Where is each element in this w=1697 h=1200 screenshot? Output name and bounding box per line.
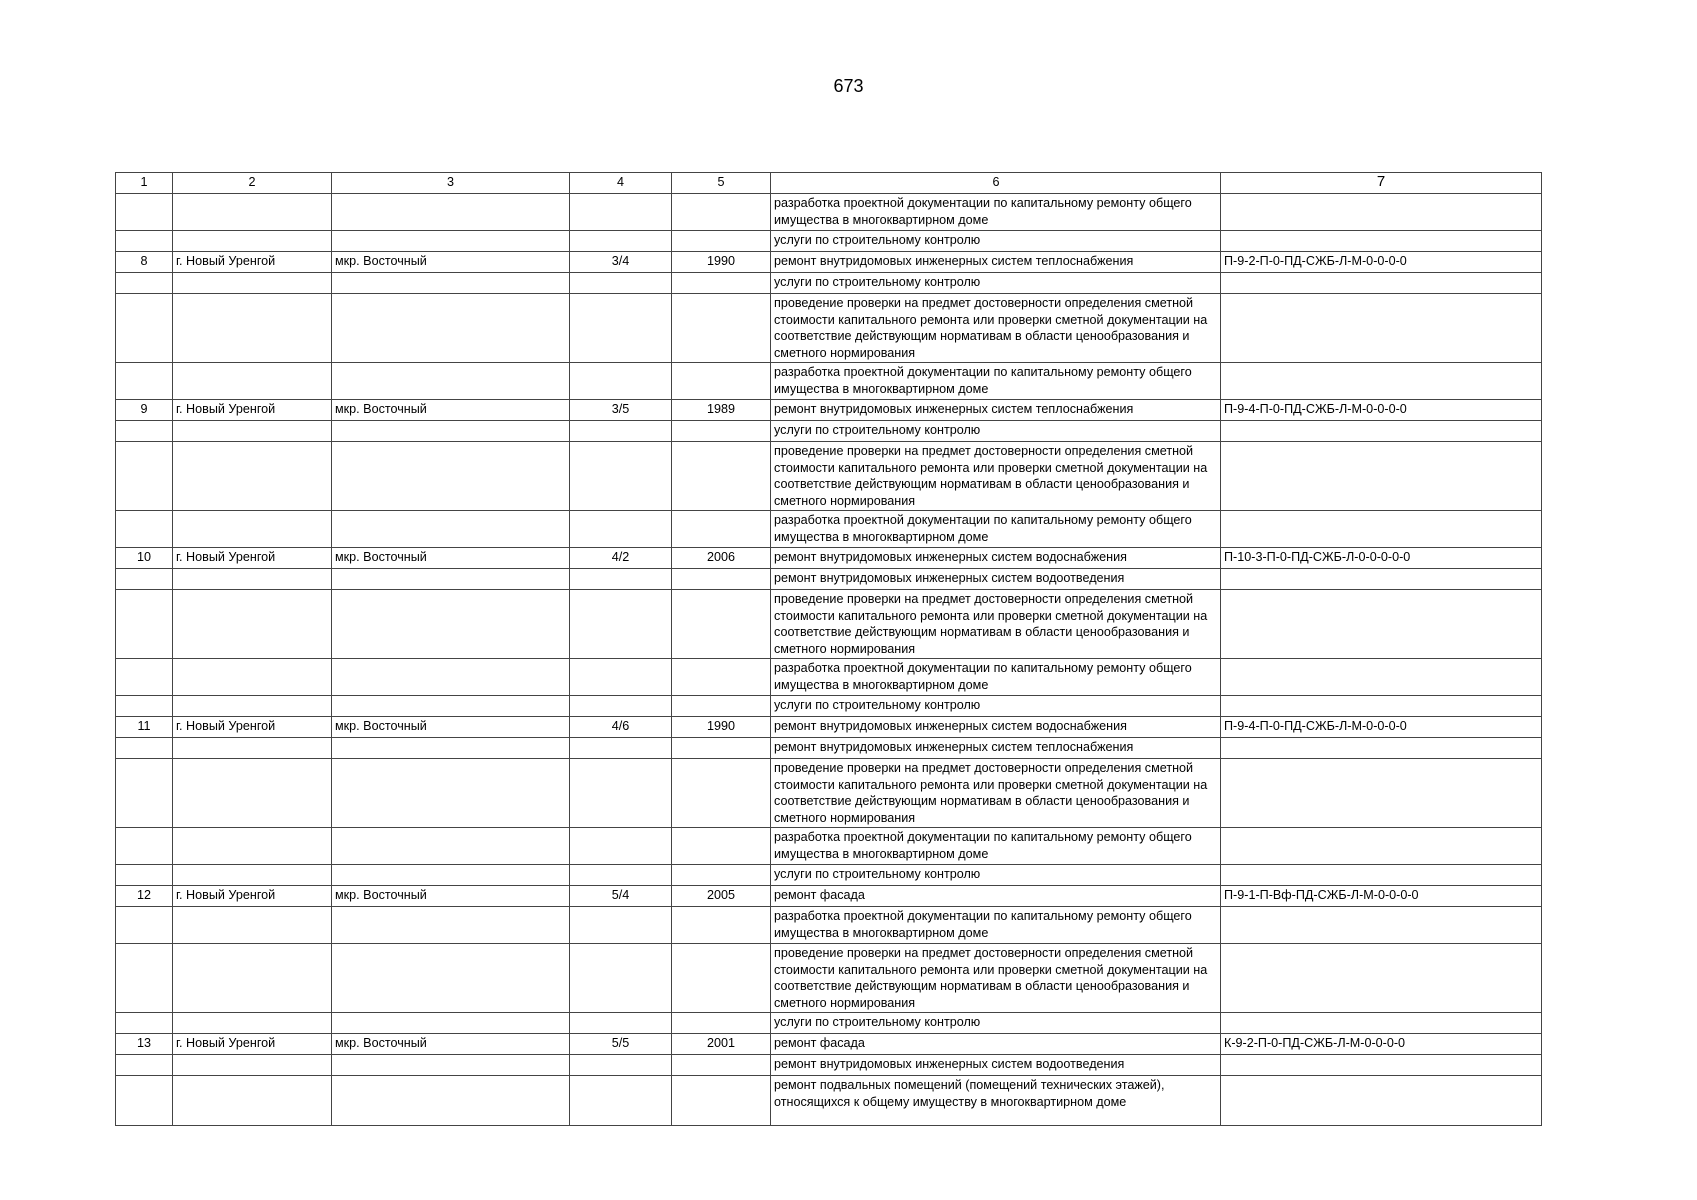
table-row	[116, 828, 1542, 865]
house-number-cell: 5/4	[570, 886, 672, 907]
house-code-cell	[1221, 231, 1542, 252]
house-number-cell	[570, 865, 672, 886]
house-code-cell	[1221, 759, 1542, 828]
city-cell	[173, 294, 332, 363]
page-number: 673	[833, 76, 864, 96]
house-number-cell	[570, 511, 672, 548]
district-cell	[332, 421, 570, 442]
work-type-cell: разработка проектной документации по капитальному ремонту общего имущества в многоквартирном доме	[771, 907, 1221, 944]
house-code-cell	[1221, 907, 1542, 944]
work-type-cell: услуги по строительному контролю	[771, 421, 1221, 442]
work-type-cell: ремонт внутридомовых инженерных систем теплоснабжения	[771, 252, 1221, 273]
work-type-cell: разработка проектной документации по капитальному ремонту общего имущества в многоквартирном доме	[771, 511, 1221, 548]
house-number-cell	[570, 590, 672, 659]
work-type-cell: разработка проектной документации по капитальному ремонту общего имущества в многоквартирном доме	[771, 828, 1221, 865]
row-number-cell: 10	[116, 548, 173, 569]
year-cell	[672, 231, 771, 252]
city-cell	[173, 1013, 332, 1034]
table-row	[116, 294, 1542, 363]
district-cell	[332, 231, 570, 252]
city-cell: г. Новый Уренгой	[173, 886, 332, 907]
city-cell	[173, 1055, 332, 1076]
header-cell-7: 7	[1221, 173, 1542, 194]
house-number-cell	[570, 1013, 672, 1034]
work-type-cell: проведение проверки на предмет достоверности определения сметной стоимости капитального ремонта или проверки сметной документации на соответствие действующим нормативам в области ценообразования и сметного нормирования	[771, 442, 1221, 511]
table-row	[116, 400, 1542, 421]
table-row	[116, 421, 1542, 442]
district-cell	[332, 1013, 570, 1034]
year-cell: 2005	[672, 886, 771, 907]
work-type-cell: ремонт подвальных помещений (помещений технических этажей), относящихся к общему имуществу в многоквартирном доме	[771, 1076, 1221, 1126]
work-type-cell: ремонт внутридомовых инженерных систем водоснабжения	[771, 717, 1221, 738]
header-cell-3: 3	[332, 173, 570, 194]
house-number-cell	[570, 828, 672, 865]
row-number-cell	[116, 442, 173, 511]
city-cell	[173, 273, 332, 294]
year-cell	[672, 1076, 771, 1126]
district-cell	[332, 759, 570, 828]
house-code-cell	[1221, 421, 1542, 442]
row-number-cell	[116, 294, 173, 363]
house-code-cell: П-9-4-П-0-ПД-СЖБ-Л-М-0-0-0-0	[1221, 717, 1542, 738]
house-number-cell	[570, 738, 672, 759]
city-cell	[173, 1076, 332, 1126]
work-type-cell: услуги по строительному контролю	[771, 273, 1221, 294]
city-cell	[173, 363, 332, 400]
house-code-cell	[1221, 590, 1542, 659]
house-number-cell: 5/5	[570, 1034, 672, 1055]
table-row	[116, 696, 1542, 717]
house-number-cell	[570, 907, 672, 944]
district-cell: мкр. Восточный	[332, 548, 570, 569]
row-number-cell: 12	[116, 886, 173, 907]
house-code-cell	[1221, 511, 1542, 548]
row-number-cell	[116, 273, 173, 294]
table-row	[116, 511, 1542, 548]
house-code-cell: П-9-4-П-0-ПД-СЖБ-Л-М-0-0-0-0	[1221, 400, 1542, 421]
row-number-cell	[116, 659, 173, 696]
year-cell: 1989	[672, 400, 771, 421]
work-type-cell: разработка проектной документации по капитальному ремонту общего имущества в многоквартирном доме	[771, 194, 1221, 231]
district-cell	[332, 442, 570, 511]
table-row	[116, 759, 1542, 828]
city-cell: г. Новый Уренгой	[173, 1034, 332, 1055]
house-code-cell	[1221, 828, 1542, 865]
year-cell	[672, 590, 771, 659]
year-cell: 1990	[672, 252, 771, 273]
table-row	[116, 273, 1542, 294]
work-type-cell: услуги по строительному контролю	[771, 1013, 1221, 1034]
work-type-cell: услуги по строительному контролю	[771, 696, 1221, 717]
house-number-cell: 4/2	[570, 548, 672, 569]
table-row	[116, 1055, 1542, 1076]
city-cell	[173, 231, 332, 252]
work-type-cell: разработка проектной документации по капитальному ремонту общего имущества в многоквартирном доме	[771, 363, 1221, 400]
row-number-cell	[116, 511, 173, 548]
house-code-cell: П-9-1-П-Вф-ПД-СЖБ-Л-М-0-0-0-0	[1221, 886, 1542, 907]
house-number-cell	[570, 273, 672, 294]
work-type-cell: услуги по строительному контролю	[771, 231, 1221, 252]
table-row	[116, 907, 1542, 944]
work-type-cell: ремонт внутридомовых инженерных систем теплоснабжения	[771, 400, 1221, 421]
year-cell	[672, 865, 771, 886]
table-row	[116, 717, 1542, 738]
row-number-cell: 8	[116, 252, 173, 273]
table-row	[116, 659, 1542, 696]
year-cell	[672, 569, 771, 590]
year-cell	[672, 273, 771, 294]
year-cell	[672, 828, 771, 865]
work-type-cell: ремонт внутридомовых инженерных систем теплоснабжения	[771, 738, 1221, 759]
header-row	[116, 173, 1542, 194]
table-body	[116, 173, 1542, 1126]
house-number-cell	[570, 1076, 672, 1126]
work-type-cell: ремонт фасада	[771, 1034, 1221, 1055]
house-number-cell	[570, 421, 672, 442]
table-row	[116, 886, 1542, 907]
row-number-cell	[116, 1055, 173, 1076]
district-cell: мкр. Восточный	[332, 1034, 570, 1055]
header-cell-1: 1	[116, 173, 173, 194]
city-cell	[173, 865, 332, 886]
year-cell	[672, 1055, 771, 1076]
city-cell	[173, 194, 332, 231]
district-cell	[332, 865, 570, 886]
work-type-cell: ремонт внутридомовых инженерных систем водоотведения	[771, 1055, 1221, 1076]
district-cell	[332, 273, 570, 294]
year-cell	[672, 511, 771, 548]
row-number-cell: 9	[116, 400, 173, 421]
row-number-cell	[116, 865, 173, 886]
work-type-cell: услуги по строительному контролю	[771, 865, 1221, 886]
house-number-cell	[570, 1055, 672, 1076]
table-row	[116, 231, 1542, 252]
house-code-cell	[1221, 696, 1542, 717]
row-number-cell	[116, 1076, 173, 1126]
house-code-cell	[1221, 1055, 1542, 1076]
house-code-cell	[1221, 569, 1542, 590]
district-cell	[332, 1076, 570, 1126]
row-number-cell	[116, 759, 173, 828]
table-row	[116, 590, 1542, 659]
house-code-cell	[1221, 273, 1542, 294]
house-number-cell	[570, 759, 672, 828]
table-row	[116, 569, 1542, 590]
city-cell	[173, 659, 332, 696]
row-number-cell	[116, 194, 173, 231]
repair-program-table	[115, 172, 1542, 1126]
year-cell	[672, 294, 771, 363]
district-cell	[332, 294, 570, 363]
row-number-cell: 13	[116, 1034, 173, 1055]
district-cell	[332, 828, 570, 865]
year-cell	[672, 907, 771, 944]
work-type-cell: проведение проверки на предмет достоверности определения сметной стоимости капитального ремонта или проверки сметной документации на соответствие действующим нормативам в области ценообразования и сметного нормирования	[771, 759, 1221, 828]
header-cell-6: 6	[771, 173, 1221, 194]
year-cell: 2001	[672, 1034, 771, 1055]
work-type-cell: проведение проверки на предмет достоверности определения сметной стоимости капитального ремонта или проверки сметной документации на соответствие действующим нормативам в области ценообразования и сметного нормирования	[771, 944, 1221, 1013]
city-cell	[173, 828, 332, 865]
district-cell	[332, 659, 570, 696]
row-number-cell	[116, 1013, 173, 1034]
district-cell	[332, 738, 570, 759]
house-number-cell	[570, 696, 672, 717]
district-cell	[332, 569, 570, 590]
year-cell	[672, 442, 771, 511]
city-cell	[173, 421, 332, 442]
year-cell	[672, 194, 771, 231]
house-number-cell	[570, 231, 672, 252]
row-number-cell	[116, 944, 173, 1013]
table-row	[116, 738, 1542, 759]
header-cell-5: 5	[672, 173, 771, 194]
header-cell-4: 4	[570, 173, 672, 194]
year-cell	[672, 363, 771, 400]
row-number-cell	[116, 363, 173, 400]
table-row	[116, 865, 1542, 886]
city-cell	[173, 511, 332, 548]
house-code-cell: П-9-2-П-0-ПД-СЖБ-Л-М-0-0-0-0	[1221, 252, 1542, 273]
year-cell	[672, 944, 771, 1013]
table-row	[116, 442, 1542, 511]
house-code-cell	[1221, 738, 1542, 759]
district-cell	[332, 590, 570, 659]
house-number-cell	[570, 659, 672, 696]
district-cell	[332, 1055, 570, 1076]
district-cell	[332, 907, 570, 944]
year-cell	[672, 659, 771, 696]
work-type-cell: проведение проверки на предмет достоверности определения сметной стоимости капитального ремонта или проверки сметной документации на соответствие действующим нормативам в области ценообразования и сметного нормирования	[771, 294, 1221, 363]
city-cell	[173, 569, 332, 590]
city-cell	[173, 907, 332, 944]
city-cell: г. Новый Уренгой	[173, 400, 332, 421]
city-cell: г. Новый Уренгой	[173, 717, 332, 738]
house-code-cell: П-10-3-П-0-ПД-СЖБ-Л-0-0-0-0-0	[1221, 548, 1542, 569]
district-cell	[332, 944, 570, 1013]
district-cell	[332, 194, 570, 231]
city-cell	[173, 590, 332, 659]
city-cell	[173, 442, 332, 511]
district-cell: мкр. Восточный	[332, 400, 570, 421]
house-code-cell	[1221, 944, 1542, 1013]
house-code-cell	[1221, 194, 1542, 231]
house-code-cell	[1221, 865, 1542, 886]
district-cell	[332, 363, 570, 400]
year-cell	[672, 759, 771, 828]
table-row	[116, 1013, 1542, 1034]
year-cell: 2006	[672, 548, 771, 569]
city-cell	[173, 738, 332, 759]
district-cell: мкр. Восточный	[332, 717, 570, 738]
city-cell: г. Новый Уренгой	[173, 252, 332, 273]
year-cell	[672, 696, 771, 717]
table-row	[116, 1034, 1542, 1055]
header-cell-2: 2	[173, 173, 332, 194]
house-number-cell	[570, 569, 672, 590]
house-number-cell	[570, 944, 672, 1013]
district-cell: мкр. Восточный	[332, 252, 570, 273]
row-number-cell	[116, 907, 173, 944]
table-row	[116, 1076, 1542, 1126]
district-cell: мкр. Восточный	[332, 886, 570, 907]
row-number-cell	[116, 421, 173, 442]
row-number-cell: 11	[116, 717, 173, 738]
house-number-cell	[570, 442, 672, 511]
row-number-cell	[116, 828, 173, 865]
year-cell	[672, 421, 771, 442]
work-type-cell: проведение проверки на предмет достоверности определения сметной стоимости капитального ремонта или проверки сметной документации на соответствие действующим нормативам в области ценообразования и сметного нормирования	[771, 590, 1221, 659]
work-type-cell: разработка проектной документации по капитальному ремонту общего имущества в многоквартирном доме	[771, 659, 1221, 696]
house-code-cell	[1221, 442, 1542, 511]
house-number-cell	[570, 363, 672, 400]
house-code-cell	[1221, 659, 1542, 696]
house-code-cell	[1221, 363, 1542, 400]
house-number-cell	[570, 194, 672, 231]
row-number-cell	[116, 738, 173, 759]
table-row	[116, 252, 1542, 273]
district-cell	[332, 696, 570, 717]
city-cell: г. Новый Уренгой	[173, 548, 332, 569]
city-cell	[173, 944, 332, 1013]
table-row	[116, 194, 1542, 231]
year-cell	[672, 738, 771, 759]
row-number-cell	[116, 569, 173, 590]
table-row	[116, 944, 1542, 1013]
table-row	[116, 548, 1542, 569]
city-cell	[173, 759, 332, 828]
house-number-cell: 3/5	[570, 400, 672, 421]
house-number-cell	[570, 294, 672, 363]
district-cell	[332, 511, 570, 548]
row-number-cell	[116, 231, 173, 252]
work-type-cell: ремонт внутридомовых инженерных систем водоотведения	[771, 569, 1221, 590]
year-cell	[672, 1013, 771, 1034]
house-code-cell	[1221, 1013, 1542, 1034]
year-cell: 1990	[672, 717, 771, 738]
row-number-cell	[116, 696, 173, 717]
house-code-cell	[1221, 294, 1542, 363]
house-number-cell: 4/6	[570, 717, 672, 738]
work-type-cell: ремонт внутридомовых инженерных систем водоснабжения	[771, 548, 1221, 569]
row-number-cell	[116, 590, 173, 659]
table-row	[116, 363, 1542, 400]
house-number-cell: 3/4	[570, 252, 672, 273]
work-type-cell: ремонт фасада	[771, 886, 1221, 907]
house-code-cell	[1221, 1076, 1542, 1126]
city-cell	[173, 696, 332, 717]
house-code-cell: К-9-2-П-0-ПД-СЖБ-Л-М-0-0-0-0	[1221, 1034, 1542, 1055]
